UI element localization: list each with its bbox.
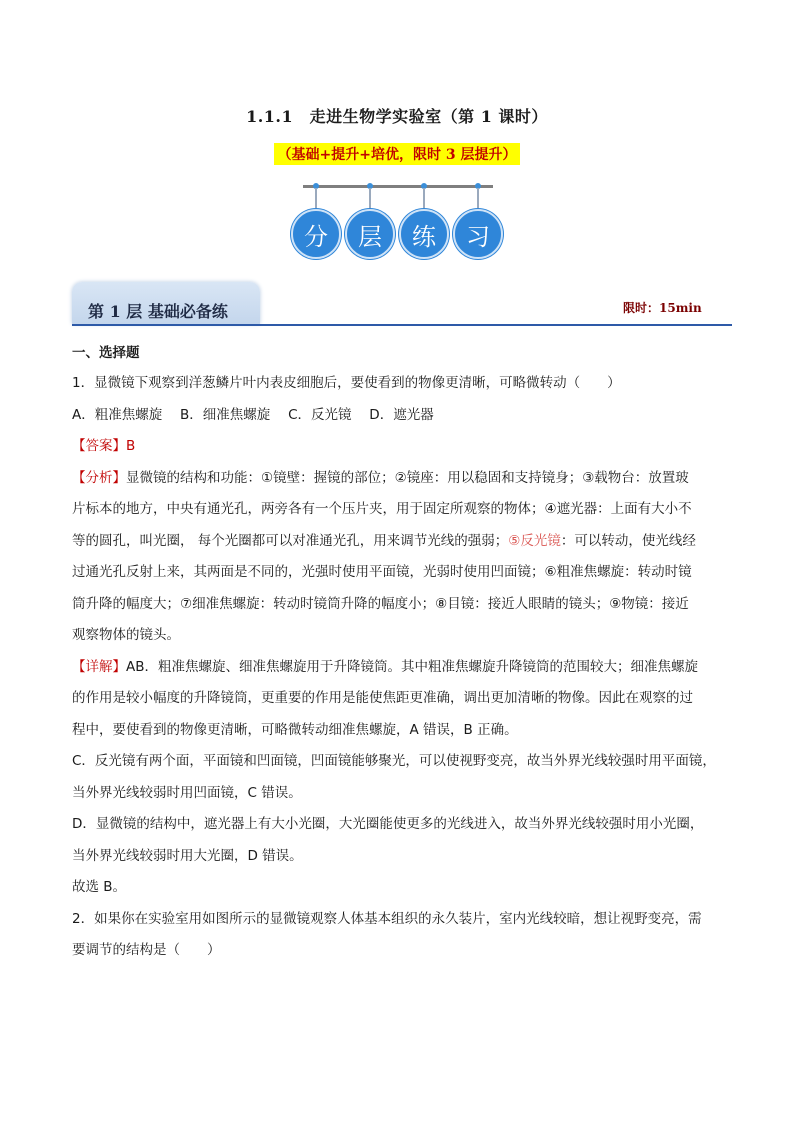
answer-value: B — [126, 438, 136, 454]
detail-line: C．反光镜有两个面，平面镜和凹面镜，凹面镜能够聚光，可以使视野变亮，故当外界光线较强时用平面镜， — [72, 753, 716, 769]
analysis-line: 【分析】显微镜的结构和功能：①镜壁：握镜的部位；②镜座：用以稳固和支持镜身；③载物台：放置玻 — [72, 470, 689, 486]
highlight-reflector: ⑤反光镜 — [508, 533, 561, 549]
rail-stem — [423, 188, 425, 210]
q2-stem: 要调节的结构是（ ） — [72, 942, 221, 958]
badge-fen: 分 — [291, 209, 341, 259]
badge-lian: 练 — [399, 209, 449, 259]
detail-line: D．显微镜的结构中，遮光器上有大小光圈，大光圈能使更多的光线进入，故当外界光线较强时用小光圈， — [72, 816, 704, 832]
detail-line: 的作用是较小幅度的升降镜筒，更重要的作用是能使焦距更准确，调出更加清晰的物像。因此在观察的过 — [72, 690, 693, 706]
analysis-line: 过通光孔反射上来，其两面是不同的，光强时使用平面镜，光弱时使用凹面镜；⑥粗准焦螺旋：转动时镜 — [72, 564, 692, 580]
page-subtitle: （基础+提升+培优，限时 3 层提升） — [274, 143, 521, 165]
q1-answer — [72, 437, 732, 455]
analysis-tag: 【分析】 — [72, 470, 126, 486]
q1-options: A．粗准焦螺旋 B．细准焦螺旋 C．反光镜 D．遮光器 — [72, 407, 434, 423]
q2-stem: 2．如果你在实验室用如图所示的显微镜观察人体基本组织的永久装片，室内光线较暗，想让视野变亮，需 — [72, 911, 702, 927]
conclusion: 故选 B。 — [72, 879, 127, 895]
page-title: 1.1.1 走进生物学实验室（第 1 课时） — [246, 107, 548, 126]
detail-line: 【详解】AB．粗准焦螺旋、细准焦螺旋用于升降镜筒。其中粗准焦螺旋升降镜筒的范围较大；细准焦螺旋 — [72, 659, 698, 675]
part-heading: 一、选择题 — [72, 345, 140, 361]
time-limit: 限时：15min — [623, 301, 702, 315]
badge-rail — [303, 185, 493, 188]
analysis-line: 等的圆孔，叫光圈， 每个光圈都可以对准通光孔，用来调节光线的强弱；⑤反光镜：可以转动，使光线经 — [72, 533, 696, 549]
detail-line: 程中，要使看到的物像更清晰，可略微转动细准焦螺旋，A 错误，B 正确。 — [72, 722, 518, 738]
rail-stem — [315, 188, 317, 210]
section-divider — [72, 324, 732, 326]
section-tab-label: 第 1 层 基础必备练 — [88, 302, 228, 321]
rail-stem — [369, 188, 371, 210]
detail-line: 当外界光线较弱时用大光圈，D 错误。 — [72, 848, 303, 864]
badge-xi: 习 — [453, 209, 503, 259]
detail-tag: 【详解】 — [72, 659, 126, 675]
analysis-line: 观察物体的镜头。 — [72, 627, 180, 643]
rail-stem — [477, 188, 479, 210]
badge-ceng: 层 — [345, 209, 395, 259]
answer-tag: 【答案】 — [72, 438, 126, 454]
q1-stem: 1．显微镜下观察到洋葱鳞片叶内表皮细胞后，要使看到的物像更清晰，可略微转动（ ） — [72, 375, 621, 391]
detail-line: 当外界光线较弱时用凹面镜，C 错误。 — [72, 785, 302, 801]
analysis-line: 筒升降的幅度大；⑦细准焦螺旋：转动时镜筒升降的幅度小；⑧目镜：接近人眼睛的镜头；⑨物镜：接近 — [72, 596, 689, 612]
analysis-line: 片标本的地方，中央有通光孔，两旁各有一个压片夹，用于固定所观察的物体；④遮光器：上面有大小不 — [72, 501, 692, 517]
